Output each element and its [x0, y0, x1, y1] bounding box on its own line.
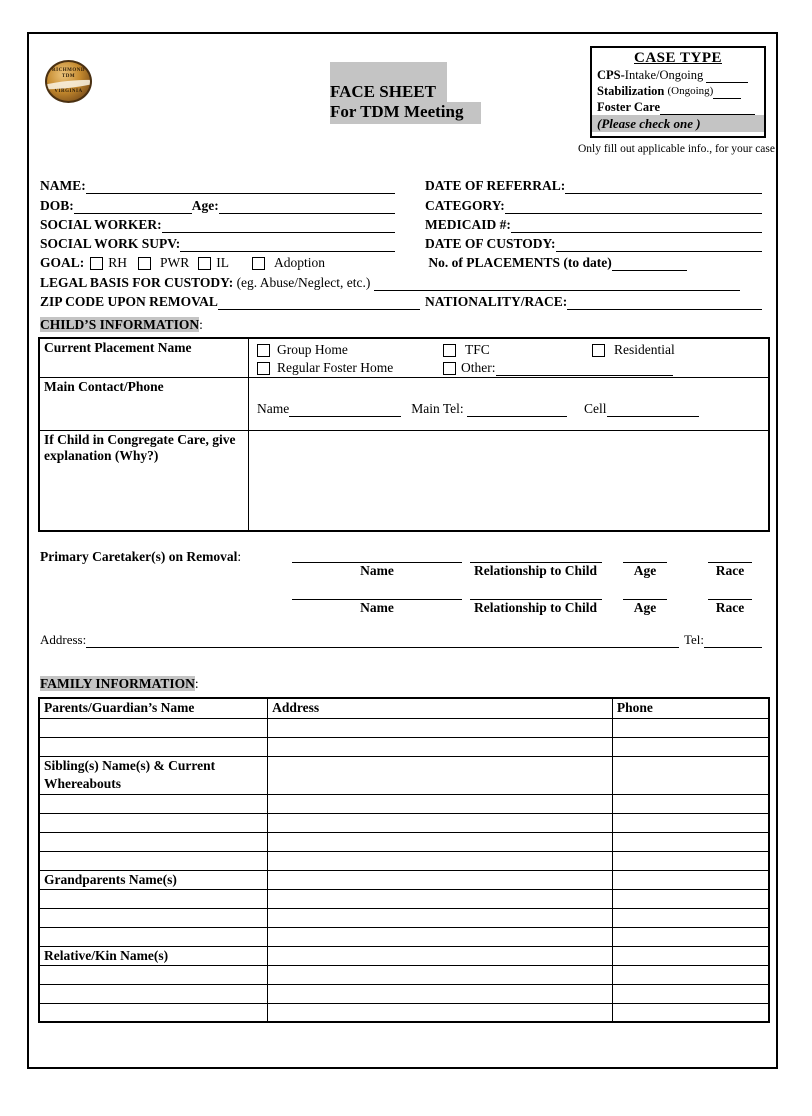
caretaker2-relationship-blank[interactable] — [470, 585, 602, 600]
sibling-phone-cell[interactable] — [612, 832, 769, 851]
placements-label: No. of PLACEMENTS (to date) — [428, 255, 612, 271]
date-of-custody-label: DATE OF CUSTODY: — [425, 236, 556, 252]
stabilization-label-bold: Stabilization — [597, 84, 668, 98]
foster-care-label: Foster Care — [597, 100, 661, 114]
family-information-table — [38, 697, 770, 1023]
parent-address-cell[interactable] — [268, 737, 613, 756]
case-type-title: CASE TYPE — [634, 50, 722, 66]
social-worker-blank[interactable] — [162, 219, 395, 233]
caretaker2-name-header: Name — [360, 600, 394, 615]
seal-text-mid: TDM — [61, 74, 76, 79]
legal-basis-hint: (eg. Abuse/Neglect, etc.) — [233, 274, 374, 290]
sibling-phone-cell[interactable] — [612, 813, 769, 832]
name-blank[interactable] — [86, 180, 395, 194]
caretaker1-name-blank[interactable] — [292, 548, 462, 563]
sibling-address-cell[interactable] — [268, 851, 613, 870]
child-information-section-title — [40, 317, 203, 333]
relatives-label-row — [39, 946, 769, 965]
grandparent-name-cell[interactable] — [39, 908, 268, 927]
relative-address-cell[interactable] — [268, 946, 613, 965]
family-information-colon: : — [194, 676, 199, 691]
siblings-label-row — [39, 756, 769, 794]
address-header: Address — [268, 698, 613, 718]
sibling-phone-cell[interactable] — [612, 794, 769, 813]
relative-phone-cell[interactable] — [612, 946, 769, 965]
caretaker1-name-header: Name — [360, 563, 394, 578]
sibling-name-cell[interactable] — [39, 851, 268, 870]
relative-name-cell[interactable] — [39, 1003, 268, 1022]
zip-code-label: ZIP CODE UPON REMOVAL — [40, 294, 218, 310]
caretaker2-race-blank[interactable] — [708, 585, 752, 600]
grandparent-address-cell[interactable] — [268, 889, 613, 908]
tel-label: Tel: — [683, 632, 704, 647]
current-placement-label: Current Placement Name — [40, 339, 249, 377]
tfc-label: TFC — [465, 342, 490, 357]
grandparent-phone-cell[interactable] — [612, 889, 769, 908]
medicaid-label: MEDICAID #: — [425, 216, 511, 232]
sibling-name-cell[interactable] — [39, 794, 268, 813]
caretaker1-age-header: Age — [633, 563, 657, 578]
grandparent-phone-cell[interactable] — [612, 870, 769, 889]
legal-basis-blank[interactable] — [374, 277, 740, 291]
family-table-header-row — [39, 698, 769, 718]
age-blank[interactable] — [219, 200, 395, 214]
primary-caretaker-colon: : — [237, 549, 245, 564]
goal-il-label: IL — [216, 255, 230, 271]
parents-row-2 — [39, 737, 769, 756]
relative-address-cell[interactable] — [268, 1003, 613, 1022]
sibling-name-cell[interactable] — [39, 832, 268, 851]
caretaker1-relationship-header: Relationship to Child — [473, 563, 598, 578]
relatives-row — [39, 984, 769, 1003]
relatives-row — [39, 1003, 769, 1022]
case-type-box — [590, 46, 766, 138]
grandparents-row — [39, 908, 769, 927]
title-highlight-pad — [330, 62, 447, 80]
address-label: Address: — [40, 632, 87, 647]
main-contact-label: Main Contact/Phone — [40, 378, 249, 430]
date-of-custody-blank[interactable] — [556, 238, 762, 252]
child-information-heading: CHILD’S INFORMATION — [40, 317, 200, 332]
contact-name-blank[interactable] — [289, 403, 401, 417]
dob-label: DOB: — [40, 197, 74, 213]
agency-seal-logo — [45, 60, 92, 103]
social-work-supv-label: SOCIAL WORK SUPV: — [40, 236, 181, 252]
other-blank[interactable] — [496, 362, 673, 376]
family-information-heading: FAMILY INFORMATION — [40, 676, 195, 691]
parents-row-1 — [39, 718, 769, 737]
date-of-referral-label: DATE OF REFERRAL: — [425, 178, 566, 194]
stabilization-label-rest: (Ongoing) — [667, 85, 714, 97]
residential-label: Residential — [614, 342, 675, 357]
tel-blank[interactable] — [704, 634, 762, 648]
siblings-label: Sibling(s) Name(s) & Current Whereabouts — [39, 756, 268, 794]
residential-checkbox[interactable] — [592, 344, 605, 357]
relative-name-cell[interactable] — [39, 965, 268, 984]
contact-cell-label: Cell — [584, 401, 607, 416]
category-label: CATEGORY: — [425, 197, 505, 213]
grandparents-row — [39, 927, 769, 946]
parent-phone-cell[interactable] — [612, 737, 769, 756]
parent-name-cell[interactable] — [39, 737, 268, 756]
caretaker1-race-blank[interactable] — [708, 548, 752, 563]
document-title — [330, 62, 481, 124]
tfc-checkbox[interactable] — [443, 344, 456, 357]
dob-blank[interactable] — [74, 200, 192, 214]
social-worker-label: SOCIAL WORKER: — [40, 216, 162, 232]
goal-adoption-label: Adoption — [274, 255, 326, 271]
social-work-supv-blank[interactable] — [180, 238, 395, 252]
cps-label-bold: CPS- — [597, 68, 625, 82]
relative-address-cell[interactable] — [268, 984, 613, 1003]
nationality-race-blank[interactable] — [567, 296, 762, 310]
regular-foster-home-checkbox[interactable] — [257, 362, 270, 375]
relative-phone-cell[interactable] — [612, 965, 769, 984]
sibling-phone-cell[interactable] — [612, 851, 769, 870]
placements-blank[interactable] — [612, 257, 687, 271]
other-checkbox[interactable] — [443, 362, 456, 375]
primary-caretaker-section — [40, 548, 762, 658]
siblings-row — [39, 813, 769, 832]
address-blank[interactable] — [86, 634, 679, 648]
stabilization-blank[interactable] — [713, 87, 741, 99]
grandparent-name-cell[interactable] — [39, 927, 268, 946]
name-label: NAME: — [40, 178, 86, 194]
cps-label-rest: Intake/Ongoing — [624, 68, 707, 82]
case-type-option-stabilization — [597, 83, 759, 99]
contact-main-tel-blank[interactable] — [467, 403, 567, 417]
relative-name-cell[interactable] — [39, 984, 268, 1003]
legal-basis-label: LEGAL BASIS FOR CUSTODY: — [40, 274, 234, 290]
group-home-label: Group Home — [277, 342, 348, 357]
grandparents-label: Grandparents Name(s) — [39, 870, 268, 889]
applicable-info-note: Only fill out applicable info., for your case — [577, 143, 775, 155]
goal-rh-label: RH — [108, 255, 128, 271]
relative-address-cell[interactable] — [268, 965, 613, 984]
phone-header: Phone — [612, 698, 769, 718]
date-of-referral-blank[interactable] — [565, 180, 762, 194]
category-blank[interactable] — [505, 200, 762, 214]
demographics-fields — [40, 175, 762, 310]
parent-address-cell[interactable] — [268, 718, 613, 737]
goal-rh-checkbox[interactable] — [90, 257, 103, 270]
case-type-option-cps — [597, 67, 759, 83]
other-label: Other: — [461, 360, 496, 375]
caretaker1-relationship-blank[interactable] — [470, 548, 602, 563]
grandparent-address-cell[interactable] — [268, 908, 613, 927]
relative-phone-cell[interactable] — [612, 1003, 769, 1022]
relative-phone-cell[interactable] — [612, 984, 769, 1003]
goal-adoption-checkbox[interactable] — [252, 257, 265, 270]
please-check-one-note: (Please check one ) — [592, 115, 764, 132]
grandparent-address-cell[interactable] — [268, 927, 613, 946]
child-information-colon: : — [199, 317, 203, 332]
sibling-address-cell[interactable] — [268, 832, 613, 851]
contact-cell-blank[interactable] — [607, 403, 699, 417]
congregate-care-answer-area[interactable] — [249, 431, 768, 530]
caretaker1-race-header: Race — [715, 563, 745, 578]
parent-name-cell[interactable] — [39, 718, 268, 737]
siblings-row — [39, 832, 769, 851]
group-home-checkbox[interactable] — [257, 344, 270, 357]
zip-code-blank[interactable] — [218, 296, 420, 310]
title-line2: For TDM Meeting — [330, 102, 481, 124]
grandparents-row — [39, 889, 769, 908]
title-line1: FACE SHEET — [330, 80, 447, 102]
caretaker1-age-blank[interactable] — [623, 548, 667, 563]
caretaker2-age-blank[interactable] — [623, 585, 667, 600]
grandparent-phone-cell[interactable] — [612, 927, 769, 946]
sibling-name-cell[interactable] — [39, 813, 268, 832]
caretaker2-age-header: Age — [633, 600, 657, 615]
siblings-row — [39, 794, 769, 813]
relatives-row — [39, 965, 769, 984]
grandparent-name-cell[interactable] — [39, 889, 268, 908]
cps-blank[interactable] — [706, 71, 748, 83]
goal-il-checkbox[interactable] — [198, 257, 211, 270]
family-information-section-title — [40, 676, 199, 692]
grandparent-phone-cell[interactable] — [612, 908, 769, 927]
congregate-care-label: If Child in Congregate Care, give explanation (Why?) — [40, 431, 249, 530]
grandparents-label-row — [39, 870, 769, 889]
parents-guardian-header: Parents/Guardian’s Name — [39, 698, 268, 718]
age-label: Age: — [191, 197, 219, 213]
regular-foster-home-label: Regular Foster Home — [277, 360, 394, 375]
sibling-address-cell[interactable] — [268, 813, 613, 832]
seal-text-bottom: VIRGINIA — [54, 89, 83, 94]
parent-phone-cell[interactable] — [612, 718, 769, 737]
goal-label: GOAL: — [40, 255, 85, 271]
nationality-race-label: NATIONALITY/RACE: — [425, 294, 568, 310]
contact-name-label: Name — [257, 401, 290, 416]
seal-text-top: RICHMOND — [52, 68, 85, 73]
sibling-address-cell[interactable] — [268, 794, 613, 813]
caretaker2-race-header: Race — [715, 600, 745, 615]
siblings-row — [39, 851, 769, 870]
contact-main-tel-label: Main Tel: — [411, 401, 468, 416]
caretaker2-name-blank[interactable] — [292, 585, 462, 600]
caretaker2-relationship-header: Relationship to Child — [473, 600, 598, 615]
primary-caretaker-label: Primary Caretaker(s) on Removal — [40, 549, 238, 564]
sibling-address-cell[interactable] — [268, 756, 613, 794]
foster-care-blank[interactable] — [660, 103, 755, 115]
goal-pwr-checkbox[interactable] — [138, 257, 151, 270]
relatives-label: Relative/Kin Name(s) — [39, 946, 268, 965]
case-type-option-foster-care — [597, 99, 759, 115]
medicaid-blank[interactable] — [511, 219, 762, 233]
grandparent-address-cell[interactable] — [268, 870, 613, 889]
child-information-table — [38, 337, 770, 532]
sibling-phone-cell[interactable] — [612, 756, 769, 794]
goal-pwr-label: PWR — [160, 255, 190, 271]
